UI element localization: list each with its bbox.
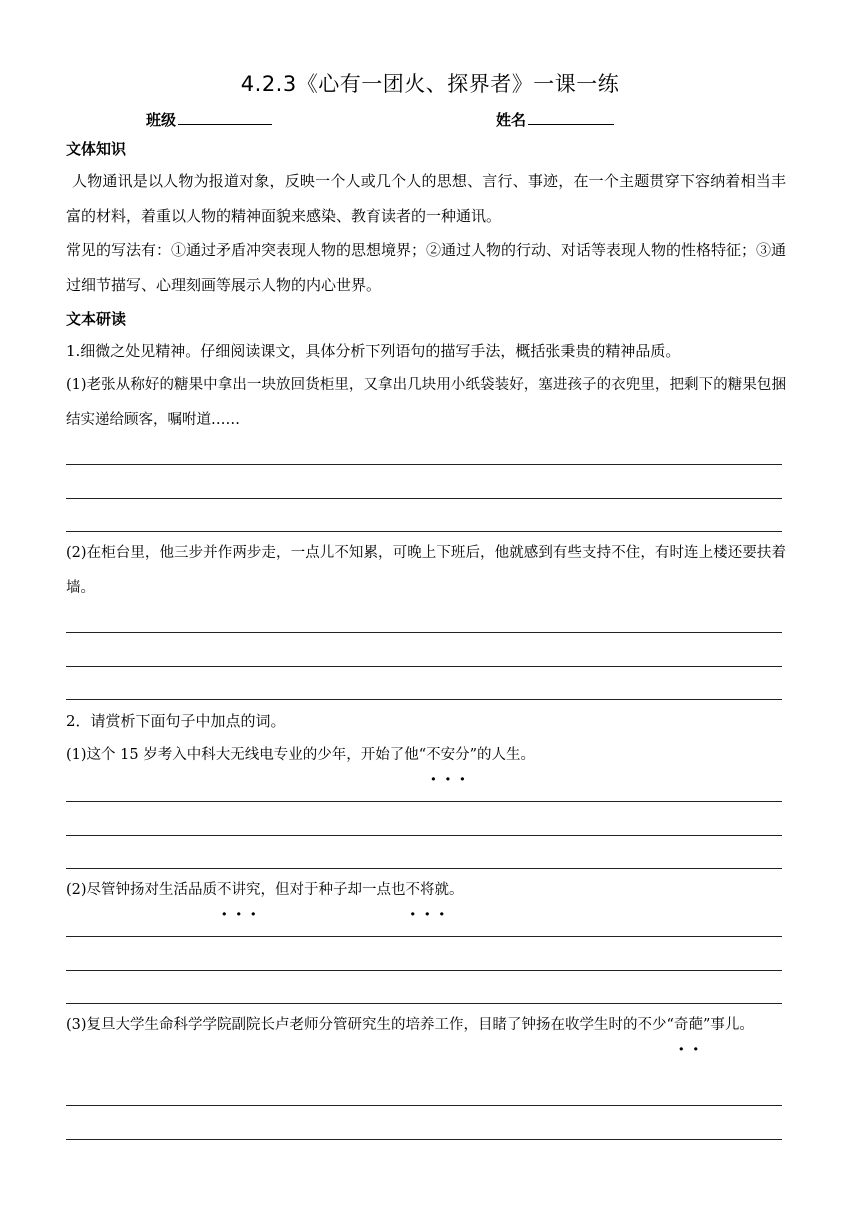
answer-line[interactable] (66, 632, 782, 633)
emphasis-char: 就 (434, 882, 450, 898)
class-label: 班级 (146, 111, 177, 129)
emphasis-char: 将 (420, 882, 435, 898)
answer-line[interactable] (66, 531, 782, 532)
question-1-sub-2: (2)在柜台里，他三步并作两步走，一点儿不知累，可晚上下班后，他就感到有些支持不住，有时连上楼还要扶着墙。 (66, 545, 786, 596)
question-2-prompt: 2．请赏析下面句子中加点的词。 (66, 712, 286, 730)
answer-line[interactable] (66, 801, 782, 802)
question-1-sub-1: (1)老张从称好的糖果中拿出一块放回货柜里，又拿出几块用小纸袋装好，塞进孩子的衣兜里，把剩下的糖果包捆结实递给顾客，嘱咐道…… (66, 377, 786, 428)
dotted-word (426, 747, 470, 763)
emphasis-char: 分 (455, 747, 470, 763)
q2-sub1-text-post: ”的人生。 (469, 747, 536, 763)
question-2-sub-3 (66, 1008, 786, 1043)
answer-line[interactable] (66, 464, 782, 465)
answer-line[interactable] (66, 868, 782, 869)
emphasis-char: 讲 (231, 882, 247, 898)
answer-line[interactable] (66, 1105, 782, 1106)
answer-line[interactable] (66, 936, 782, 937)
emphasis-char: 不 (426, 747, 441, 763)
dotted-word (406, 882, 450, 898)
section-heading-reading: 文本研读 (66, 310, 127, 328)
genre-paragraph-1: 人物通讯是以人物为报道对象，反映一个人或几个人的思想、言行、事迹，在一个主题贯穿下容纳着相当丰富的材料，着重以人物的精神面貌来感染、教育读者的一种通讯。 (66, 172, 786, 225)
name-label: 姓名 (496, 111, 527, 129)
question-1-prompt: 1.细微之处见精神。仔细阅读课文，具体分析下列语句的描写手法，概括张秉贵的精神品质。 (66, 342, 681, 360)
answer-line[interactable] (66, 699, 782, 700)
q2-sub2-text-pre: (2)尽管钟扬对生活品质 (66, 882, 218, 898)
emphasis-char: 不 (217, 882, 232, 898)
emphasis-char: 奇 (673, 1017, 689, 1033)
q2-sub2-text-mid: ，但对于种子却一点也 (260, 882, 406, 898)
emphasis-char: 不 (405, 882, 421, 898)
name-field (496, 109, 614, 130)
dotted-word (217, 882, 261, 898)
class-blank[interactable] (178, 109, 272, 125)
q2-sub2-text-post: 。 (449, 882, 464, 898)
genre-paragraph-2: 常见的写法有：①通过矛盾冲突表现人物的思想境界；②通过人物的行动、对话等表现人物的性格特征；③通过细节描写、心理刻画等展示人物的内心世界。 (66, 241, 787, 294)
section-heading-genre: 文体知识 (66, 140, 127, 158)
question-2-sub-1 (66, 738, 786, 773)
emphasis-char: 葩 (688, 1017, 703, 1033)
answer-line[interactable] (66, 835, 782, 836)
answer-line[interactable] (66, 498, 782, 499)
q2-sub1-text-pre: (1)这个 15 岁考入中科大无线电专业的少年，开始了他“ (66, 747, 427, 763)
question-2-sub-2 (66, 873, 786, 908)
emphasis-char: 究 (246, 882, 261, 898)
emphasis-char: 安 (440, 747, 456, 763)
answer-line[interactable] (66, 1139, 782, 1140)
class-field (146, 109, 272, 130)
q2-sub3-text-pre: (3)复旦大学生命科学学院副院长卢老师分管研究生的培养工作，目睹了钟扬在收学生时的不少“ (66, 1017, 674, 1033)
answer-line[interactable] (66, 970, 782, 971)
answer-line[interactable] (66, 666, 782, 667)
name-blank[interactable] (528, 109, 614, 125)
q2-sub3-text-post: ”事儿。 (702, 1017, 754, 1033)
dotted-word (674, 1017, 703, 1033)
page-title: 4.2.3《心有一团火、探界者》一课一练 (240, 72, 620, 96)
answer-line[interactable] (66, 1003, 782, 1004)
